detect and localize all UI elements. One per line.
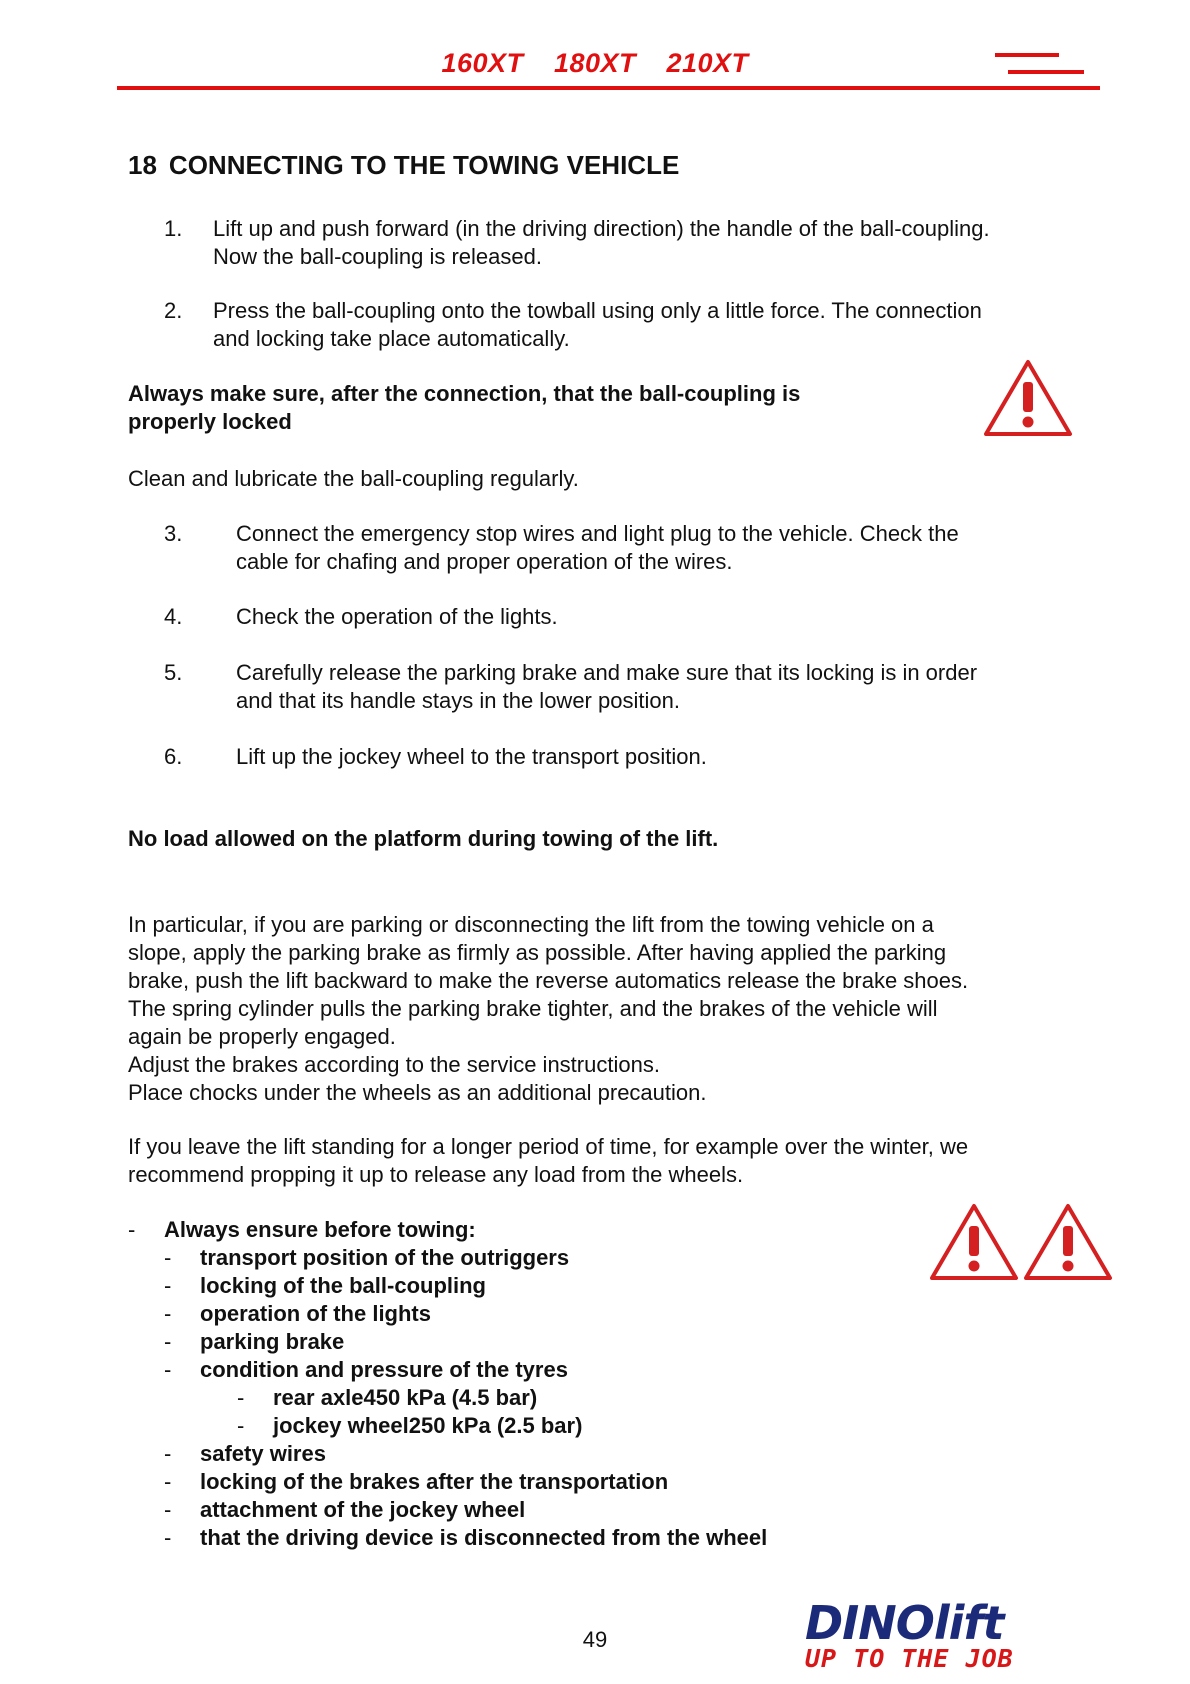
- warning-locked-text: Always make sure, after the connection, that the ball-coupling is properly locked: [128, 381, 801, 434]
- dinolift-logo: [805, 1596, 1015, 1673]
- step-4-number: 4.: [164, 604, 183, 629]
- checklist-items-b: [200, 1440, 767, 1552]
- checklist-sub-items: [273, 1384, 582, 1440]
- checklist-heading: Always ensure before towing:: [164, 1217, 476, 1242]
- section-title: [128, 150, 679, 181]
- model-180xt: 180XT: [553, 48, 637, 78]
- step-2-number: 2.: [164, 298, 183, 323]
- list-item: transport position of the outriggers: [200, 1245, 570, 1270]
- list-item: jockey wheel250 kPa (2.5 bar): [273, 1413, 583, 1438]
- model-210xt: 210XT: [666, 48, 749, 78]
- list-item: rear axle450 kPa (4.5 bar): [273, 1385, 538, 1410]
- parking-paragraph: In particular, if you are parking or disconnecting the lift from the towing vehicle on a slope, apply the parking brake as firmly as possible. After having applied the parking brake, push the lift backward to make the reverse automatics release the brake shoes. The spring cylinder pulls the parking brake tighter, and the brakes of the vehicle will again be properly engaged. Adjust the brakes according to the service instructions. Place chocks under the wheels as an additional precaution.: [128, 912, 969, 1105]
- list-item: safety wires: [200, 1441, 326, 1466]
- warning-triangle-icon: [926, 1200, 1022, 1284]
- step-6-number: 6.: [164, 744, 183, 769]
- step-5-text: Carefully release the parking brake and make sure that its locking is in order and that its handle stays in the lower position.: [236, 660, 978, 713]
- list-item: locking of the ball-coupling: [200, 1273, 486, 1298]
- header-mark-top: [995, 53, 1059, 57]
- step-5-number: 5.: [164, 660, 183, 685]
- section-number: 18: [128, 150, 157, 180]
- list-item: operation of the lights: [200, 1301, 431, 1326]
- storage-paragraph: If you leave the lift standing for a longer period of time, for example over the winter, we recommend propping it up to release any load from the wheels.: [128, 1134, 969, 1187]
- list-item: condition and pressure of the tyres: [200, 1357, 568, 1382]
- warning-triangle-icon: [980, 356, 1076, 440]
- step-3-text: Connect the emergency stop wires and light plug to the vehicle. Check the cable for chafing and proper operation of the wires.: [236, 521, 959, 574]
- checklist-items-a: [200, 1244, 569, 1384]
- checklist-dash: -: [128, 1217, 136, 1242]
- checklist-sub-dashes: - -: [237, 1385, 245, 1438]
- step-2-text: Press the ball-coupling onto the towball using only a little force. The connection and locking take place automatically.: [213, 298, 982, 351]
- checklist-dashes-a: - - - - -: [164, 1245, 172, 1382]
- list-item: locking of the brakes after the transportation: [200, 1469, 669, 1494]
- model-160xt: 160XT: [441, 48, 524, 78]
- list-item: that the driving device is disconnected from the wheel: [200, 1525, 768, 1550]
- step-1-text: Lift up and push forward (in the driving direction) the handle of the ball-coupling. Now the ball-coupling is released.: [213, 216, 990, 269]
- logo-wordmark: DINOlift: [805, 1596, 1004, 1650]
- logo-tagline: UP TO THE JOB: [805, 1644, 1014, 1673]
- step-1-number: 1.: [164, 216, 183, 241]
- list-item: parking brake: [200, 1329, 345, 1354]
- list-item: attachment of the jockey wheel: [200, 1497, 526, 1522]
- warning-triangle-icon: [1020, 1200, 1116, 1284]
- page-number: 49: [582, 1627, 608, 1652]
- step-6-text: Lift up the jockey wheel to the transport position.: [236, 744, 707, 769]
- step-4-text: Check the operation of the lights.: [236, 604, 558, 629]
- section-title-text: CONNECTING TO THE TOWING VEHICLE: [168, 150, 680, 180]
- step-3-number: 3.: [164, 521, 183, 546]
- checklist-dashes-b: - - - -: [164, 1441, 172, 1550]
- header-rule: [117, 86, 1100, 90]
- clean-lubricate-text: Clean and lubricate the ball-coupling regularly.: [128, 466, 579, 491]
- no-load-warning: No load allowed on the platform during towing of the lift.: [128, 826, 719, 851]
- header-mark-bottom: [1008, 70, 1084, 74]
